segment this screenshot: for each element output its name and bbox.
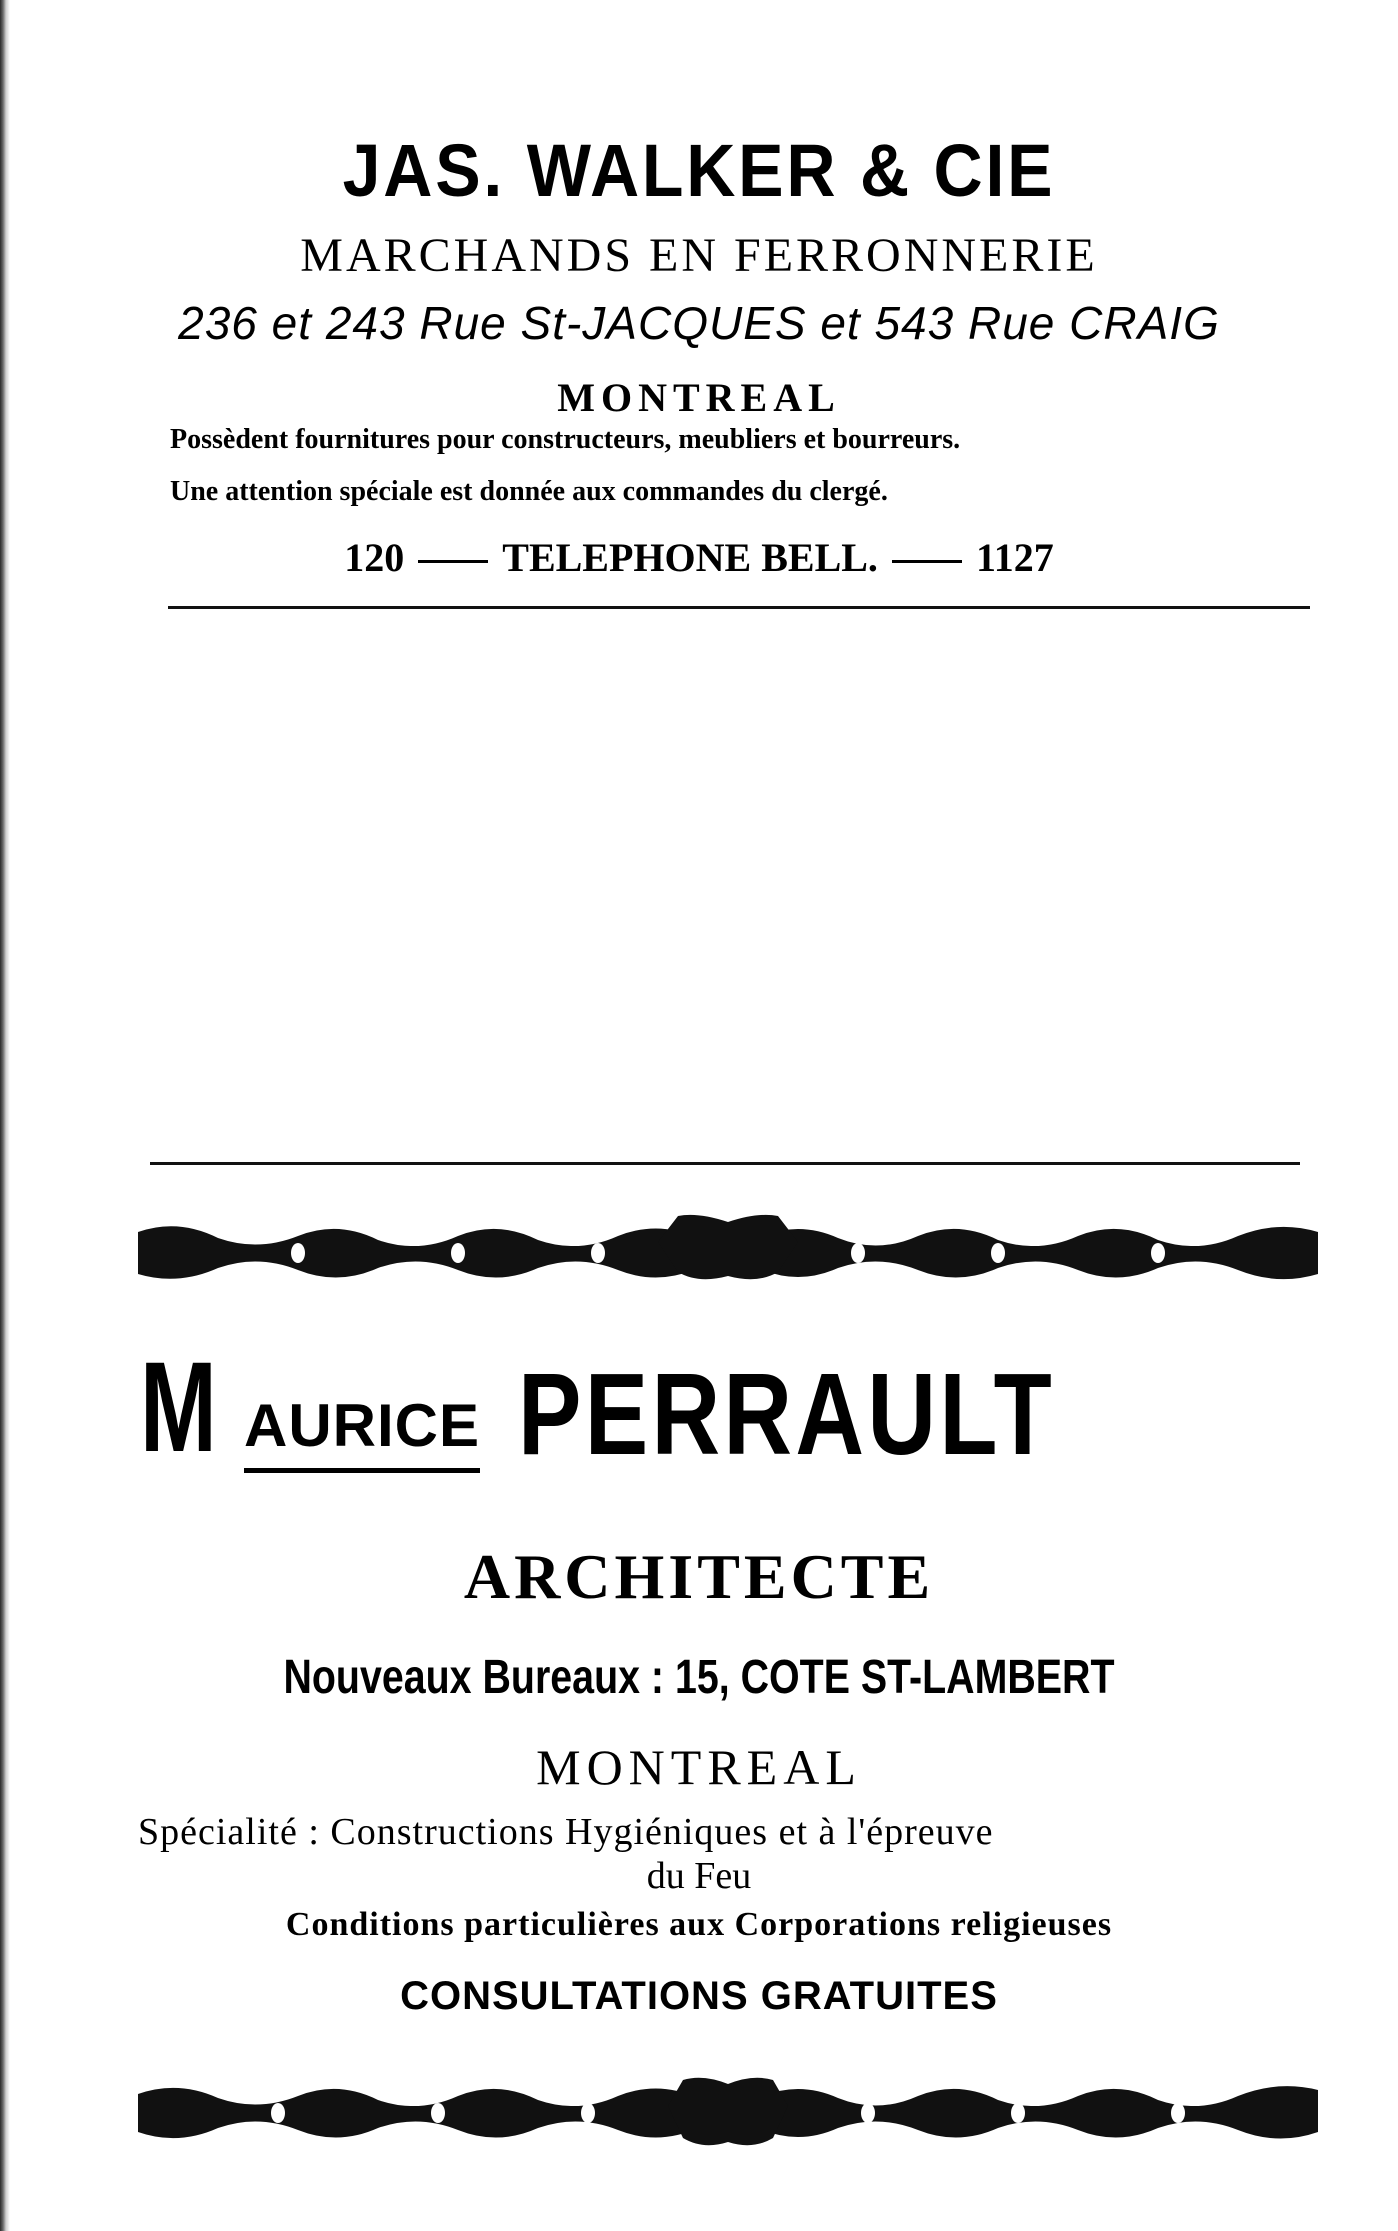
dash-divider xyxy=(892,560,962,563)
dash-divider xyxy=(418,560,488,563)
divider-rule-bottom xyxy=(150,1162,1300,1165)
phone-number-left: 120 xyxy=(344,535,405,580)
walker-clergy-line: Une attention spéciale est donnée aux commandes du clergé. xyxy=(170,476,888,507)
name-surname: PERRAULT xyxy=(518,1349,1056,1479)
perrault-specialty: Spécialité : Constructions Hygiéniques et à l'épreuve xyxy=(138,1811,994,1853)
perrault-specialty-continued: du Feu xyxy=(646,1855,752,1897)
perrault-city: MONTREAL xyxy=(536,1739,862,1795)
walker-city: MONTREAL xyxy=(557,375,841,420)
name-first: AURICE xyxy=(244,1391,480,1473)
walker-title: JAS. WALKER & CIE xyxy=(342,129,1056,212)
perrault-conditions: Conditions particulières aux Corporations religieuses xyxy=(285,1906,1113,1943)
walker-phone-line xyxy=(0,534,1398,581)
divider-rule-top xyxy=(168,606,1310,609)
phone-number-right: 1127 xyxy=(975,535,1054,580)
ornament-border-top xyxy=(138,1212,1318,1292)
perrault-profession: ARCHITECTE xyxy=(463,1541,935,1612)
perrault-consultations: CONSULTATIONS GRATUITES xyxy=(400,1974,998,2018)
perrault-offices: Nouveaux Bureaux : 15, COTE ST-LAMBERT xyxy=(283,1651,1115,1704)
name-initial: M xyxy=(140,1336,217,1479)
walker-supplies-line: Possèdent fournitures pour constructeurs, meubliers et bourreurs. xyxy=(170,424,961,455)
ornament-border-bottom xyxy=(138,2072,1318,2152)
walker-address: 236 et 243 Rue St-JACQUES et 543 Rue CRAIG xyxy=(178,297,1220,349)
phone-label: TELEPHONE BELL. xyxy=(502,535,878,580)
walker-trade: MARCHANDS EN FERRONNERIE xyxy=(300,229,1098,282)
perrault-name xyxy=(140,1334,1173,1481)
